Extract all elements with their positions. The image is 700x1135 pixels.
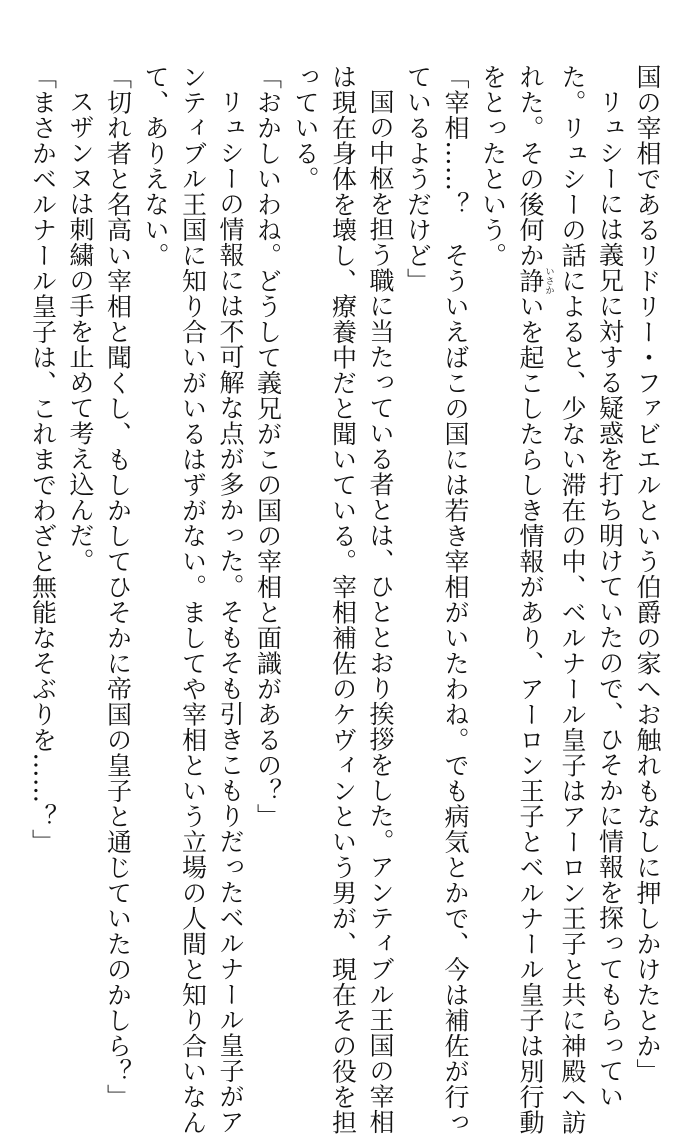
text-line: ンティブル王国に知り合いがいるはずがない。ましてや宰相という立場の人間と知り合いなん [174,64,212,954]
text-line: っている。 [287,64,325,954]
text-line: は現在身体を壊し、療養中だと聞いている。宰相補佐のケヴィンという男が、現在その役を担 [324,64,362,954]
ruby-reading: いさか [544,267,554,296]
text-line: 「おかしいわね。どうして義兄がこの国の宰相と面識があるの？」 [249,64,287,954]
text-line: リュシーの情報には不可解な点が多かった。そもそも引きこもりだったベルナール皇子がア [212,64,250,954]
text-line: て、ありえない。 [137,64,175,954]
text-segment: いを起こしたらしき情報があり、アーロン王子とベルナール皇子は別行動 [516,294,545,1135]
ruby-word [516,268,545,294]
text-segment: れた。その後何か [516,64,545,268]
text-line: 「宰相……？ そういえばこの国には若き宰相がいたわね。でも病気とかで、今は補佐が行っ [437,64,475,954]
text-line: 「まさかベルナール皇子は、これまでわざと無能なそぶりを……？」 [24,64,62,954]
text-line: スザンヌは刺繍の手を止めて考え込んだ。 [62,64,100,954]
vertical-text-body [24,64,666,954]
text-line: 国の宰相であるリドリー・ファビエルという伯爵の家へお触れもなしに押しかけたとか」 [629,64,667,954]
text-line: リュシーには義兄に対する疑惑を打ち明けていたので、ひそかに情報を探ってもらってい [591,64,629,954]
text-line: た。リュシーの話によると、少ない滞在の中、ベルナール皇子はアーロン王子と共に神殿へ訪 [554,64,592,954]
ruby-base: 諍 [516,267,545,296]
text-line: をとったという。 [474,64,512,954]
text-line: 「切れ者と名高い宰相と聞くし、もしかしてひそかに帝国の皇子と通じていたのかしら？」 [99,64,137,954]
text-line: ているようだけど」 [399,64,437,954]
text-line: 国の中枢を担う職に当たっている者とは、ひととおり挨拶をした。アンティブル王国の宰相 [362,64,400,954]
text-line [512,64,554,954]
